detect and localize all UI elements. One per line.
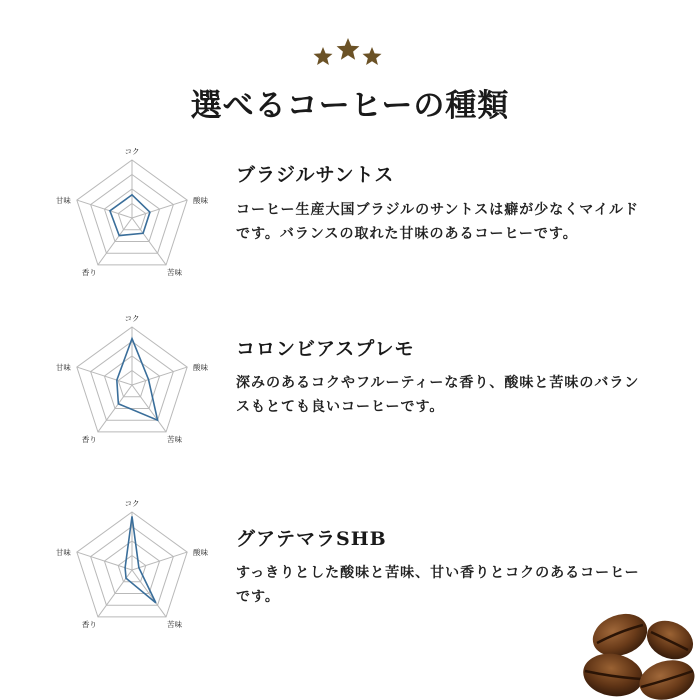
coffee-name: ブラジルサントス xyxy=(236,164,395,186)
star-icon xyxy=(337,38,360,60)
radar-series-line xyxy=(117,339,158,421)
coffee-description: コーヒー生産大国ブラジルのサントスは癖が少なくマイルドです。バランスの取れた甘味のあるコーヒーです。 xyxy=(236,202,639,242)
coffee-beans-image xyxy=(575,605,700,700)
coffee-description: すっきりとした酸味と苦味、甘い香りとコクのあるコーヒーです。 xyxy=(236,565,640,605)
coffee-description: 深みのあるコクやフルーティーな香り、酸味と苦味のバランスもとても良いコーヒーです。 xyxy=(236,375,640,415)
radar-series-line xyxy=(125,516,156,602)
radar-axis-label: 香り xyxy=(81,619,97,629)
radar-axis-label: 甘味 xyxy=(55,363,71,373)
radar-axis-label: 酸味 xyxy=(193,196,209,206)
radar-axis-label: 香り xyxy=(81,267,97,277)
radar-chart xyxy=(55,145,210,305)
radar-chart xyxy=(55,497,210,657)
radar-axis-label: 香り xyxy=(81,434,97,444)
page-title: 選べるコーヒーの種類 xyxy=(190,88,510,124)
radar-axis-label: 苦味 xyxy=(167,267,183,277)
radar-axis-label: 苦味 xyxy=(167,434,183,444)
radar-axis-label: コク xyxy=(124,147,140,156)
coffee-name: コロンビアスプレモ xyxy=(236,338,415,360)
radar-axis-label: コク xyxy=(124,314,140,323)
radar-axis-label: コク xyxy=(124,499,140,508)
radar-axis-label: 甘味 xyxy=(55,196,71,206)
stars-decoration xyxy=(0,38,700,68)
star-icon xyxy=(363,47,382,65)
radar-axis-label: 甘味 xyxy=(55,548,71,558)
radar-axis-label: 酸味 xyxy=(193,548,209,558)
radar-axis-label: 苦味 xyxy=(167,619,183,629)
star-icon xyxy=(314,47,333,65)
coffee-name: グアテマラSHB xyxy=(236,528,387,550)
radar-axis-label: 酸味 xyxy=(193,363,209,373)
radar-chart xyxy=(55,312,210,472)
